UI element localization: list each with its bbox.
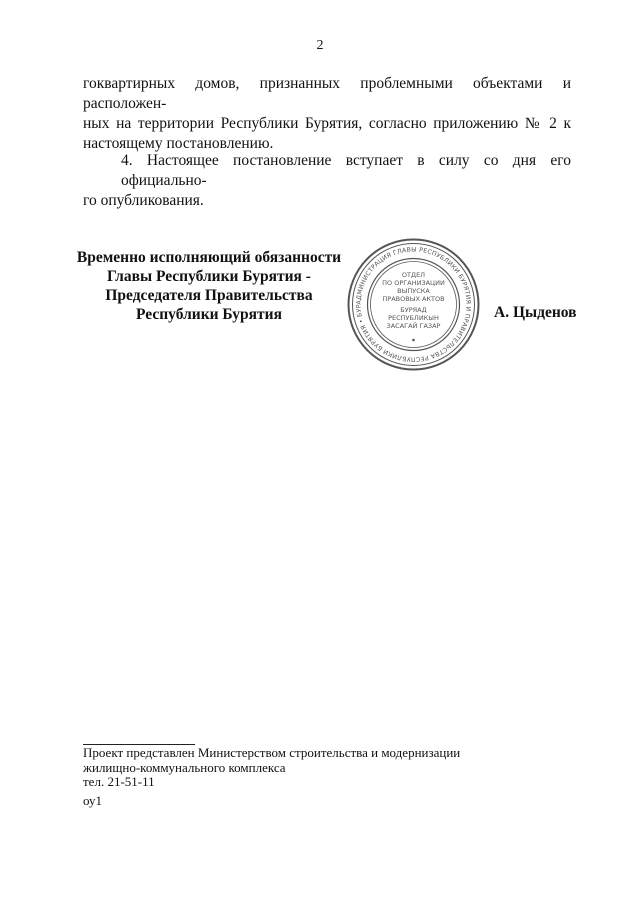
signer-name: А. Цыденов (494, 304, 577, 321)
seal-text-line: ПРАВОВЫХ АКТОВ (382, 295, 445, 303)
seal-dot-icon (412, 339, 415, 342)
official-seal-stamp (346, 237, 481, 372)
signer-title-line: Временно исполняющий обязанности (76, 249, 342, 266)
seal-text-line: РЕСПУБЛИКЫН (388, 314, 439, 322)
paragraph-effective-date (83, 151, 571, 211)
paragraph-line: го опубликования. (83, 192, 204, 209)
footnote (83, 746, 563, 790)
seal-ring-text: АДМИНИСТРАЦИЯ ГЛАВЫ РЕСПУБЛИКИ БУРЯТИЯ И ПРАВИТЕЛЬСТВА РЕСПУБЛИКИ БУРЯТИЯ • БУР (355, 246, 472, 363)
paragraph-line: настоящему постановлению. (83, 135, 274, 152)
signer-title-line: Председателя Правительства (105, 287, 313, 304)
footnote-line: Проект представлен Министерством строительства и модернизации (83, 745, 461, 760)
footnote-line: жилищно-коммунального комплекса (83, 759, 286, 775)
seal-text-line: ЗАСАГАЙ ГАЗАР (386, 322, 441, 330)
seal-text-line: ОТДЕЛ (401, 271, 426, 279)
signer-title-line: Республики Бурятия (136, 306, 282, 323)
paragraph-line: 4. Настоящее постановление вступает в силу со дня его официально- (121, 152, 571, 189)
seal-text-line: ВЫПУСКА (397, 287, 430, 295)
paragraph-line: гоквартирных домов, признанных проблемными объектами и расположен- (83, 75, 571, 112)
page-number: 2 (316, 38, 324, 53)
signer-title (70, 248, 348, 324)
seal-graphic (346, 237, 481, 372)
footnote-line: тел. 21-51-11 (83, 774, 155, 789)
document-code: оу1 (83, 793, 103, 808)
paragraph-continuation (83, 74, 571, 154)
paragraph-line: ных на территории Республики Бурятия, согласно приложению № 2 к (83, 115, 571, 132)
seal-text-line: БУРЯАД (400, 306, 427, 314)
seal-text-line: ПО ОРГАНИЗАЦИИ (382, 279, 445, 287)
signer-title-line: Главы Республики Бурятия - (107, 268, 311, 285)
